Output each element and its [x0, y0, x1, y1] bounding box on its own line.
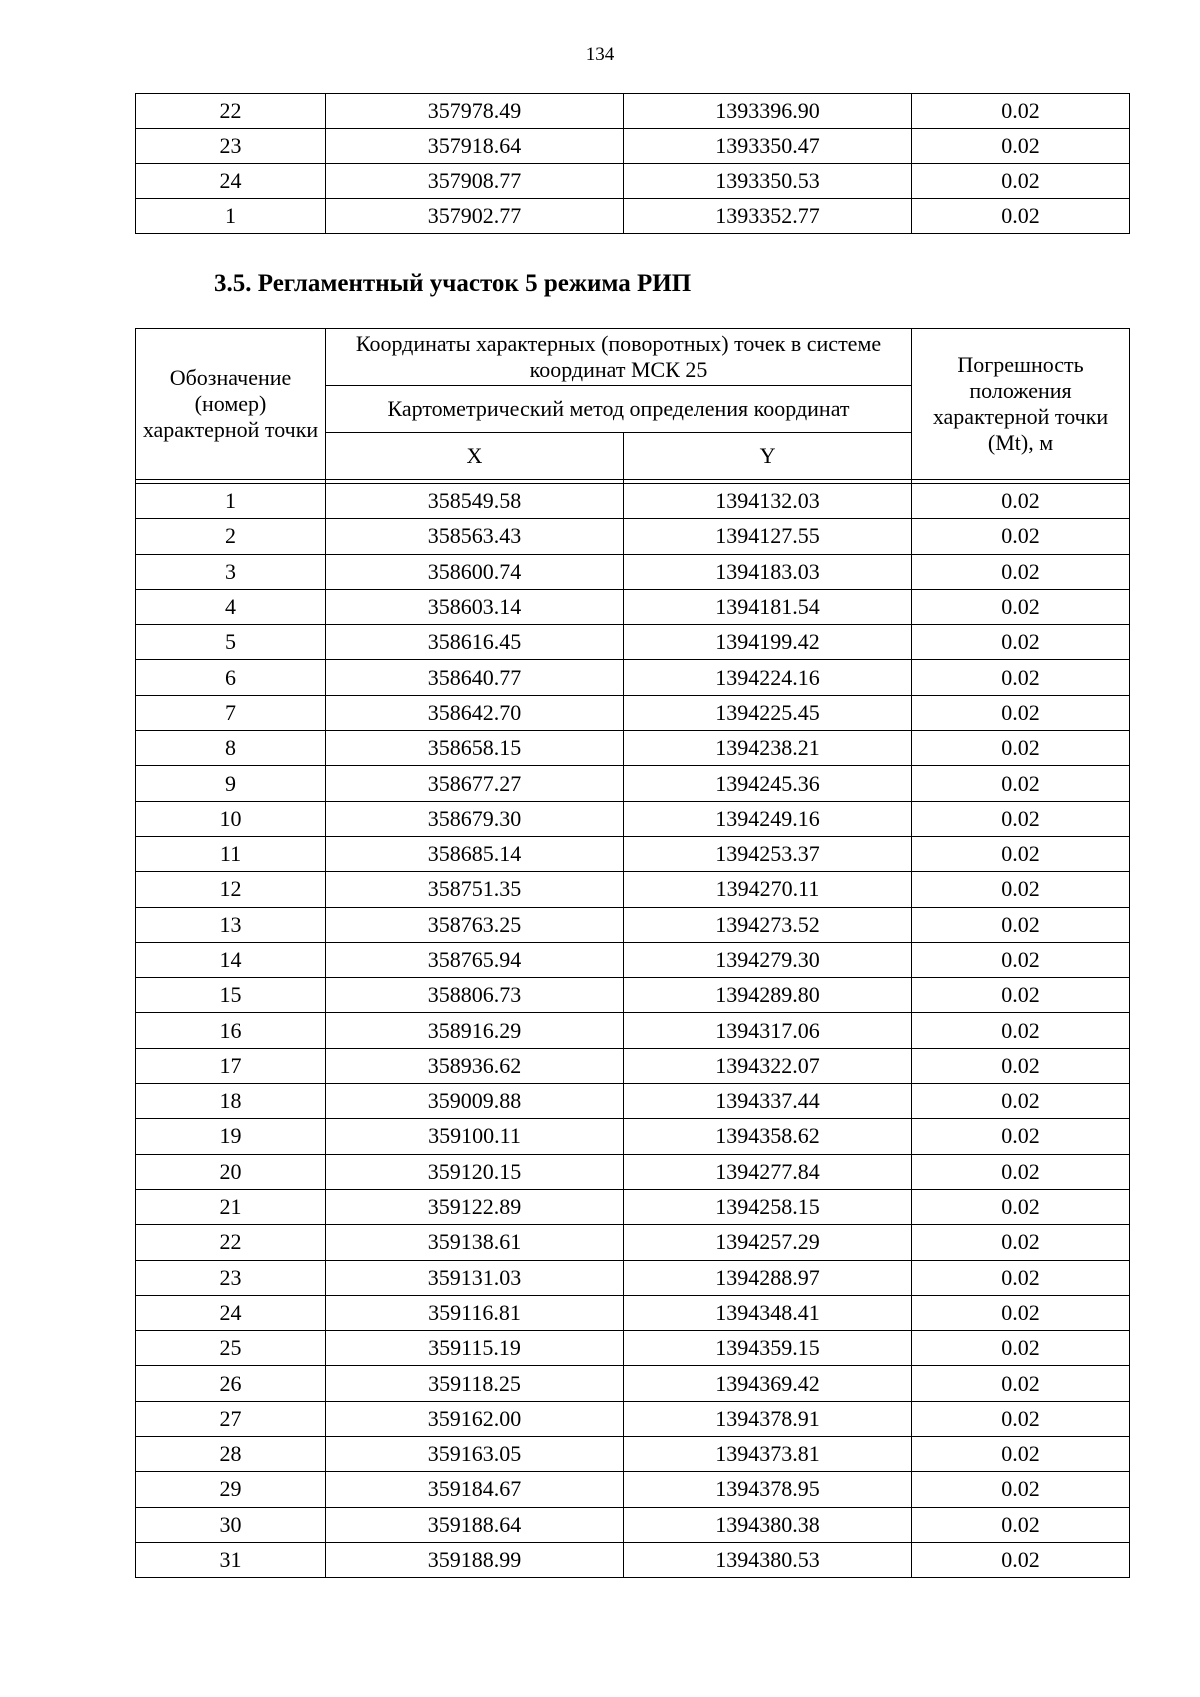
y-coordinate-cell: 1394253.37 — [624, 836, 912, 871]
point-number-cell: 2 — [136, 519, 326, 554]
x-coordinate-cell: 358936.62 — [326, 1048, 624, 1083]
point-number-cell: 8 — [136, 731, 326, 766]
error-cell: 0.02 — [912, 1048, 1130, 1083]
x-coordinate-cell: 357902.77 — [326, 199, 624, 234]
error-cell: 0.02 — [912, 1542, 1130, 1577]
y-coordinate-cell: 1393352.77 — [624, 199, 912, 234]
point-number-cell: 31 — [136, 1542, 326, 1577]
error-cell: 0.02 — [912, 1225, 1130, 1260]
top-coordinates-table — [135, 93, 1130, 234]
error-cell: 0.02 — [912, 1295, 1130, 1330]
error-cell: 0.02 — [912, 484, 1130, 519]
y-coordinate-cell: 1394378.95 — [624, 1472, 912, 1507]
y-coordinate-cell: 1394199.42 — [624, 625, 912, 660]
x-coordinate-cell: 358549.58 — [326, 484, 624, 519]
point-number-cell: 18 — [136, 1084, 326, 1119]
table-row — [136, 1260, 1130, 1295]
x-coordinate-cell: 358616.45 — [326, 625, 624, 660]
table-row — [136, 978, 1130, 1013]
x-coordinate-cell: 359009.88 — [326, 1084, 624, 1119]
error-cell: 0.02 — [912, 1154, 1130, 1189]
x-coordinate-cell: 357978.49 — [326, 94, 624, 129]
x-coordinate-cell: 358677.27 — [326, 766, 624, 801]
x-coordinate-cell: 358563.43 — [326, 519, 624, 554]
table-row — [136, 1437, 1130, 1472]
y-coordinate-cell: 1394358.62 — [624, 1119, 912, 1154]
error-cell: 0.02 — [912, 766, 1130, 801]
x-coordinate-cell: 359188.99 — [326, 1542, 624, 1577]
table-row — [136, 942, 1130, 977]
table-row — [136, 1542, 1130, 1577]
table-row — [136, 1401, 1130, 1436]
y-coordinate-cell: 1393350.47 — [624, 129, 912, 164]
y-coordinate-cell: 1394348.41 — [624, 1295, 912, 1330]
y-coordinate-cell: 1394225.45 — [624, 695, 912, 730]
error-cell: 0.02 — [912, 836, 1130, 871]
page-number: 134 — [585, 44, 615, 65]
error-cell: 0.02 — [912, 1437, 1130, 1472]
table-row — [136, 164, 1130, 199]
x-coordinate-cell: 358763.25 — [326, 907, 624, 942]
y-coordinate-cell: 1394279.30 — [624, 942, 912, 977]
table-row — [136, 766, 1130, 801]
point-number-cell: 6 — [136, 660, 326, 695]
x-coordinate-cell: 358751.35 — [326, 872, 624, 907]
x-coordinate-cell: 359163.05 — [326, 1437, 624, 1472]
point-number-cell: 15 — [136, 978, 326, 1013]
point-number-cell: 30 — [136, 1507, 326, 1542]
table-row — [136, 94, 1130, 129]
point-number-cell: 28 — [136, 1437, 326, 1472]
table-row — [136, 199, 1130, 234]
table-row — [136, 1189, 1130, 1224]
y-coordinate-cell: 1394317.06 — [624, 1013, 912, 1048]
y-coordinate-cell: 1394273.52 — [624, 907, 912, 942]
error-cell: 0.02 — [912, 94, 1130, 129]
y-coordinate-cell: 1394183.03 — [624, 554, 912, 589]
y-coordinate-cell: 1394127.55 — [624, 519, 912, 554]
error-cell: 0.02 — [912, 978, 1130, 1013]
table-row — [136, 484, 1130, 519]
point-number-cell: 23 — [136, 1260, 326, 1295]
x-coordinate-cell: 359115.19 — [326, 1331, 624, 1366]
y-coordinate-cell: 1394132.03 — [624, 484, 912, 519]
table-row — [136, 1472, 1130, 1507]
point-number-cell: 24 — [136, 1295, 326, 1330]
x-coordinate-cell: 359184.67 — [326, 1472, 624, 1507]
y-coordinate-cell: 1394378.91 — [624, 1401, 912, 1436]
y-coordinate-cell: 1394257.29 — [624, 1225, 912, 1260]
table-row — [136, 695, 1130, 730]
table-row — [136, 731, 1130, 766]
point-number-cell: 29 — [136, 1472, 326, 1507]
x-coordinate-cell: 358642.70 — [326, 695, 624, 730]
table-row — [136, 1084, 1130, 1119]
y-coordinate-cell: 1394337.44 — [624, 1084, 912, 1119]
table-row — [136, 660, 1130, 695]
error-cell: 0.02 — [912, 519, 1130, 554]
y-coordinate-cell: 1394288.97 — [624, 1260, 912, 1295]
point-number-cell: 12 — [136, 872, 326, 907]
point-number-cell: 22 — [136, 1225, 326, 1260]
x-coordinate-cell: 359100.11 — [326, 1119, 624, 1154]
point-number-cell: 1 — [136, 484, 326, 519]
section-title: 3.5. Регламентный участок 5 режима РИП — [214, 270, 692, 297]
header-method: Картометрический метод определения координат — [326, 386, 912, 433]
header-error: Погрешность положения характерной точки (Mt), м — [912, 329, 1130, 480]
point-number-cell: 3 — [136, 554, 326, 589]
point-number-cell: 11 — [136, 836, 326, 871]
error-cell: 0.02 — [912, 1260, 1130, 1295]
x-coordinate-cell: 359131.03 — [326, 1260, 624, 1295]
error-cell: 0.02 — [912, 907, 1130, 942]
error-cell: 0.02 — [912, 625, 1130, 660]
table-row — [136, 1225, 1130, 1260]
y-coordinate-cell: 1394373.81 — [624, 1437, 912, 1472]
y-coordinate-cell: 1394238.21 — [624, 731, 912, 766]
table-row — [136, 1119, 1130, 1154]
table-row — [136, 1507, 1130, 1542]
main-table-body — [136, 484, 1130, 1578]
error-cell: 0.02 — [912, 1013, 1130, 1048]
error-cell: 0.02 — [912, 872, 1130, 907]
y-coordinate-cell: 1394249.16 — [624, 801, 912, 836]
table-row — [136, 589, 1130, 624]
x-coordinate-cell: 359138.61 — [326, 1225, 624, 1260]
error-cell: 0.02 — [912, 660, 1130, 695]
point-number-cell: 10 — [136, 801, 326, 836]
point-number-cell: 24 — [136, 164, 326, 199]
error-cell: 0.02 — [912, 1401, 1130, 1436]
error-cell: 0.02 — [912, 199, 1130, 234]
table-row — [136, 872, 1130, 907]
x-coordinate-cell: 359120.15 — [326, 1154, 624, 1189]
y-coordinate-cell: 1394270.11 — [624, 872, 912, 907]
y-coordinate-cell: 1394369.42 — [624, 1366, 912, 1401]
point-number-cell: 26 — [136, 1366, 326, 1401]
table-row — [136, 1295, 1130, 1330]
error-cell: 0.02 — [912, 1119, 1130, 1154]
table-header — [136, 329, 1130, 484]
error-cell: 0.02 — [912, 1472, 1130, 1507]
x-coordinate-cell: 357908.77 — [326, 164, 624, 199]
header-y: Y — [624, 433, 912, 480]
point-number-cell: 22 — [136, 94, 326, 129]
point-number-cell: 13 — [136, 907, 326, 942]
y-coordinate-cell: 1394359.15 — [624, 1331, 912, 1366]
y-coordinate-cell: 1393396.90 — [624, 94, 912, 129]
error-cell: 0.02 — [912, 1189, 1130, 1224]
x-coordinate-cell: 359116.81 — [326, 1295, 624, 1330]
point-number-cell: 16 — [136, 1013, 326, 1048]
x-coordinate-cell: 359118.25 — [326, 1366, 624, 1401]
x-coordinate-cell: 358765.94 — [326, 942, 624, 977]
x-coordinate-cell: 358603.14 — [326, 589, 624, 624]
table-row — [136, 519, 1130, 554]
error-cell: 0.02 — [912, 731, 1130, 766]
x-coordinate-cell: 358658.15 — [326, 731, 624, 766]
x-coordinate-cell: 358685.14 — [326, 836, 624, 871]
point-number-cell: 14 — [136, 942, 326, 977]
y-coordinate-cell: 1394277.84 — [624, 1154, 912, 1189]
table-row — [136, 129, 1130, 164]
x-coordinate-cell: 358679.30 — [326, 801, 624, 836]
x-coordinate-cell: 358640.77 — [326, 660, 624, 695]
y-coordinate-cell: 1394289.80 — [624, 978, 912, 1013]
point-number-cell: 9 — [136, 766, 326, 801]
table-row — [136, 625, 1130, 660]
x-coordinate-cell: 358600.74 — [326, 554, 624, 589]
y-coordinate-cell: 1394181.54 — [624, 589, 912, 624]
header-designation: Обозначение (номер) характерной точки — [136, 329, 326, 480]
point-number-cell: 1 — [136, 199, 326, 234]
error-cell: 0.02 — [912, 1084, 1130, 1119]
x-coordinate-cell: 359122.89 — [326, 1189, 624, 1224]
header-x: X — [326, 433, 624, 480]
y-coordinate-cell: 1393350.53 — [624, 164, 912, 199]
point-number-cell: 23 — [136, 129, 326, 164]
y-coordinate-cell: 1394322.07 — [624, 1048, 912, 1083]
table-row — [136, 907, 1130, 942]
point-number-cell: 19 — [136, 1119, 326, 1154]
error-cell: 0.02 — [912, 1331, 1130, 1366]
table-row — [136, 1331, 1130, 1366]
table-row — [136, 801, 1130, 836]
table-row — [136, 554, 1130, 589]
table-row — [136, 1366, 1130, 1401]
point-number-cell: 4 — [136, 589, 326, 624]
error-cell: 0.02 — [912, 1366, 1130, 1401]
main-coordinates-table — [135, 328, 1130, 1578]
header-coordinates: Координаты характерных (поворотных) точек в системе координат МСК 25 — [326, 329, 912, 386]
x-coordinate-cell: 359188.64 — [326, 1507, 624, 1542]
error-cell: 0.02 — [912, 801, 1130, 836]
x-coordinate-cell: 358916.29 — [326, 1013, 624, 1048]
error-cell: 0.02 — [912, 554, 1130, 589]
y-coordinate-cell: 1394245.36 — [624, 766, 912, 801]
error-cell: 0.02 — [912, 164, 1130, 199]
error-cell: 0.02 — [912, 589, 1130, 624]
table-row — [136, 836, 1130, 871]
point-number-cell: 20 — [136, 1154, 326, 1189]
table-row — [136, 1048, 1130, 1083]
point-number-cell: 17 — [136, 1048, 326, 1083]
point-number-cell: 27 — [136, 1401, 326, 1436]
error-cell: 0.02 — [912, 942, 1130, 977]
point-number-cell: 7 — [136, 695, 326, 730]
y-coordinate-cell: 1394224.16 — [624, 660, 912, 695]
y-coordinate-cell: 1394380.53 — [624, 1542, 912, 1577]
x-coordinate-cell: 357918.64 — [326, 129, 624, 164]
x-coordinate-cell: 359162.00 — [326, 1401, 624, 1436]
table-row — [136, 1013, 1130, 1048]
error-cell: 0.02 — [912, 1507, 1130, 1542]
top-table-body — [136, 94, 1130, 234]
error-cell: 0.02 — [912, 695, 1130, 730]
table-row — [136, 1154, 1130, 1189]
y-coordinate-cell: 1394380.38 — [624, 1507, 912, 1542]
point-number-cell: 5 — [136, 625, 326, 660]
y-coordinate-cell: 1394258.15 — [624, 1189, 912, 1224]
point-number-cell: 25 — [136, 1331, 326, 1366]
x-coordinate-cell: 358806.73 — [326, 978, 624, 1013]
error-cell: 0.02 — [912, 129, 1130, 164]
point-number-cell: 21 — [136, 1189, 326, 1224]
